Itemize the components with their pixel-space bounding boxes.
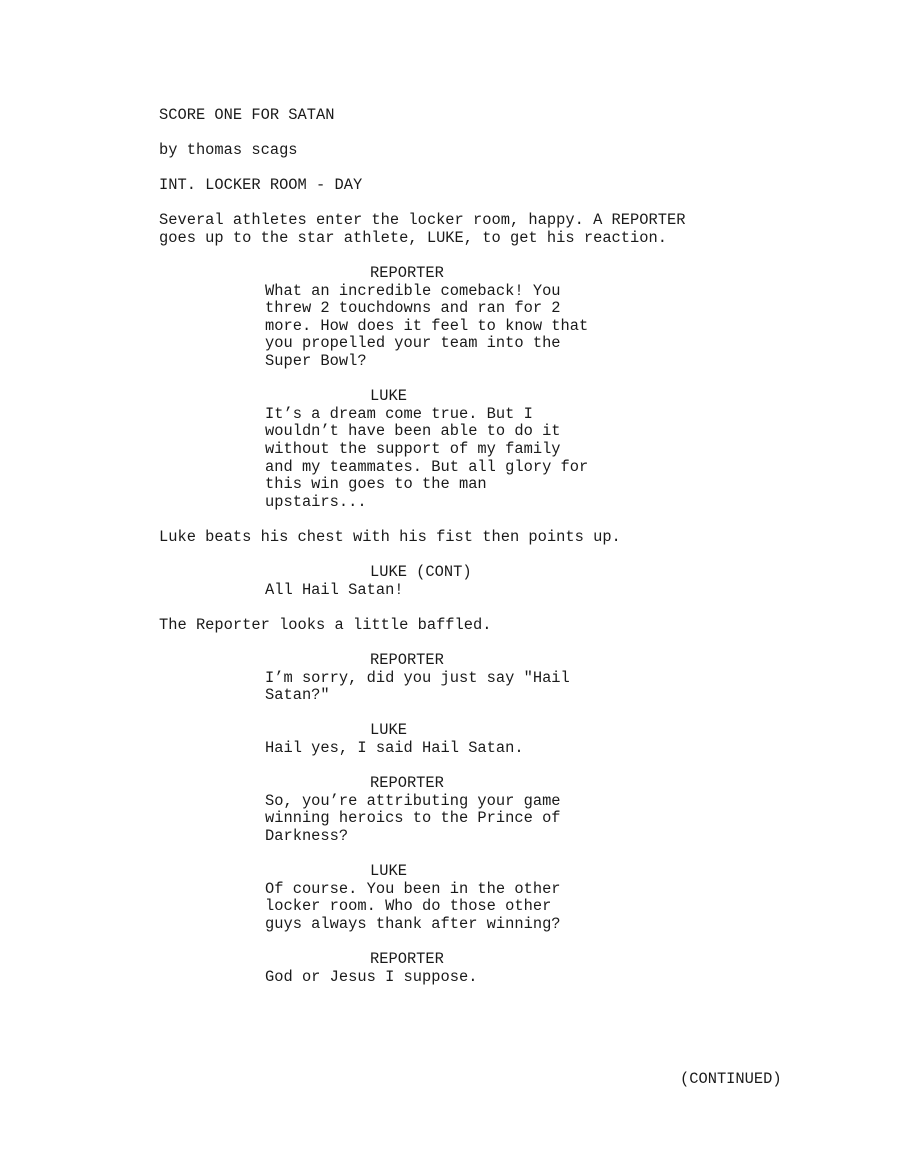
dialogue-line: without the support of my family <box>265 440 561 458</box>
character-cue-luke: LUKE <box>370 387 407 405</box>
scene-heading: INT. LOCKER ROOM - DAY <box>159 176 363 194</box>
dialogue-line: wouldn’t have been able to do it <box>265 422 561 440</box>
dialogue-line: and my teammates. But all glory for <box>265 458 589 476</box>
character-cue-luke: LUKE <box>370 862 407 880</box>
character-cue-reporter: REPORTER <box>370 651 444 669</box>
dialogue-line: Satan?" <box>265 686 330 704</box>
dialogue-line: What an incredible comeback! You <box>265 282 561 300</box>
dialogue-line: guys always thank after winning? <box>265 915 561 933</box>
dialogue-line: So, you’re attributing your game <box>265 792 561 810</box>
continued-marker: (CONTINUED) <box>680 1070 782 1088</box>
dialogue-line: Darkness? <box>265 827 349 845</box>
character-cue-reporter: REPORTER <box>370 774 444 792</box>
character-cue-luke-cont: LUKE (CONT) <box>370 563 472 581</box>
dialogue-line: Hail yes, I said Hail Satan. <box>265 739 524 757</box>
action-line: The Reporter looks a little baffled. <box>159 616 492 634</box>
dialogue-line: winning heroics to the Prince of <box>265 809 561 827</box>
dialogue-line: Of course. You been in the other <box>265 880 561 898</box>
action-line: Luke beats his chest with his fist then points up. <box>159 528 621 546</box>
character-cue-luke: LUKE <box>370 721 407 739</box>
character-cue-reporter: REPORTER <box>370 264 444 282</box>
dialogue-line: I’m sorry, did you just say "Hail <box>265 669 570 687</box>
dialogue-line: God or Jesus I suppose. <box>265 968 478 986</box>
byline: by thomas scags <box>159 141 298 159</box>
dialogue-line: locker room. Who do those other <box>265 897 552 915</box>
dialogue-line: upstairs... <box>265 493 367 511</box>
dialogue-line: Super Bowl? <box>265 352 367 370</box>
dialogue-line: All Hail Satan! <box>265 581 404 599</box>
action-line: Several athletes enter the locker room, happy. A REPORTER <box>159 211 686 229</box>
dialogue-line: this win goes to the man <box>265 475 487 493</box>
script-title: SCORE ONE FOR SATAN <box>159 106 335 124</box>
dialogue-line: It’s a dream come true. But I <box>265 405 533 423</box>
dialogue-line: more. How does it feel to know that <box>265 317 589 335</box>
character-cue-reporter: REPORTER <box>370 950 444 968</box>
dialogue-line: you propelled your team into the <box>265 334 561 352</box>
dialogue-line: threw 2 touchdowns and ran for 2 <box>265 299 561 317</box>
action-line: goes up to the star athlete, LUKE, to get his reaction. <box>159 229 667 247</box>
